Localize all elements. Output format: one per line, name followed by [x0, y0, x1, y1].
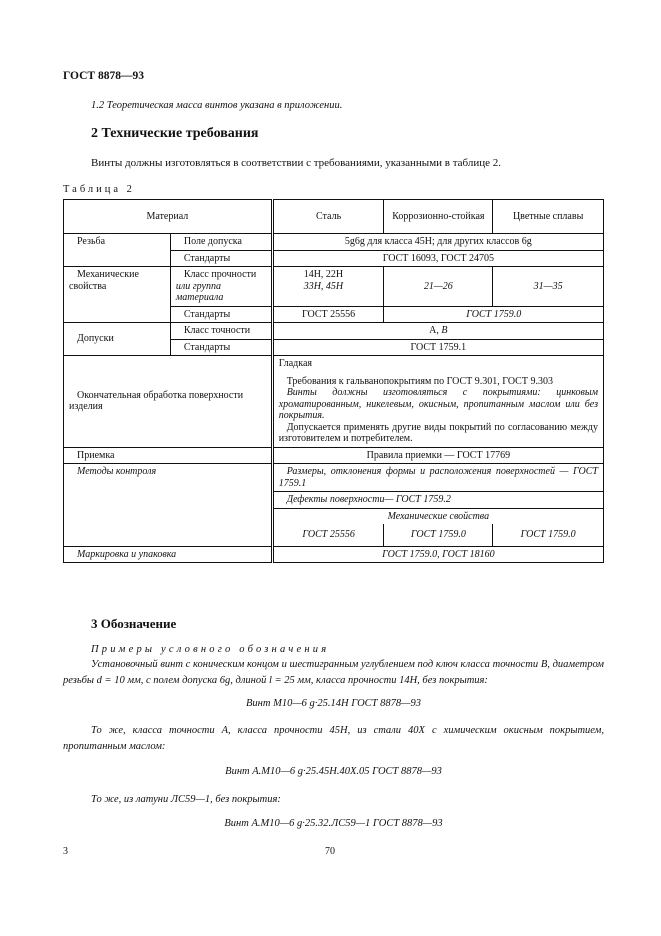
thread-tolerance-value: 5g6g для класса 45Н; для других классов 6g	[272, 234, 603, 251]
mech-standards-label: Стандарты	[170, 306, 272, 323]
finish-line2: Требования к гальванопокрытиям по ГОСТ 9.301, ГОСТ 9.303	[286, 375, 553, 387]
finish-line3: Винты должны изготовляться с покрытиями: цинковым хроматированным, никелевым, окисным, пропитанным маслом или без покрытия.	[278, 387, 598, 421]
row-label-tolerances: Допуски	[64, 323, 171, 356]
control-mech-nonferrous: ГОСТ 1759.0	[493, 524, 604, 546]
control-dims: Размеры, отклонения формы и расположения поверхностей — ГОСТ 1759.1	[272, 464, 603, 492]
finish-line4: Допускается применять другие виды покрытий по согласованию между изготовителем и потребителем.	[278, 421, 598, 444]
document-code: ГОСТ 8878—93	[63, 70, 144, 82]
page-number-center: 70	[325, 846, 335, 857]
mech-steel-line2: 33Н, 45Н	[303, 280, 344, 292]
accuracy-value	[272, 323, 603, 340]
tolerances-standards-value: ГОСТ 1759.1	[272, 339, 603, 356]
mech-steel-classes	[272, 267, 384, 307]
table-row	[64, 546, 604, 563]
example-1-designation: Винт М10—6 g·25.14Н ГОСТ 8878—93	[246, 698, 421, 709]
thread-standards-value: ГОСТ 16093, ГОСТ 24705	[272, 250, 603, 267]
section-2-title: 2 Технические требования	[91, 126, 259, 141]
row-label-finish: Окончательная обработка поверхности изделия	[64, 356, 273, 448]
table-row	[64, 356, 604, 448]
examples-title: Примеры условного обозначения	[91, 644, 330, 655]
thread-standards-label: Стандарты	[170, 250, 272, 267]
col-header-corrosion: Коррозионно-стойкая	[384, 200, 493, 234]
mech-corrosion-value: 21—26	[384, 267, 493, 307]
row-label-mech: Механические свойства	[64, 267, 171, 323]
row-label-acceptance: Приемка	[64, 447, 273, 464]
mech-class-label	[170, 267, 272, 307]
section-3-title: 3 Обозначение	[91, 616, 177, 631]
example-3-text: То же, из латуни ЛС59—1, без покрытия:	[91, 794, 281, 805]
example-1-text: Установочный винт с коническим концом и шестигранным углублением под ключ класса точности В, диаметром резьбы d = 10 мм, с полем допуска 6g, длиной l = 25 мм, класса прочности 14Н, без покрытия:	[63, 659, 604, 686]
tolerances-standards-label: Стандарты	[170, 339, 272, 356]
marking-value: ГОСТ 1759.0, ГОСТ 18160	[272, 546, 603, 563]
example-3-designation: Винт А.М10—6 g·25.32.ЛС59—1 ГОСТ 8878—93	[224, 818, 443, 829]
control-mech-corrosion: ГОСТ 1759.0	[384, 524, 493, 546]
page-number-left: 3	[63, 846, 68, 857]
col-header-nonferrous: Цветные сплавы	[493, 200, 604, 234]
accuracy-value-b: В	[441, 325, 448, 336]
example-2-text: То же, класса точности А, класса прочности 45Н, из стали 40Х с химическим окисным покрытием, пропитанным маслом:	[63, 725, 604, 752]
mech-class-label-a: Класс прочности	[183, 269, 257, 280]
table-row	[64, 447, 604, 464]
table-row	[64, 234, 604, 251]
mech-steel-line1: 14Н, 22Н	[303, 269, 344, 280]
accuracy-label: Класс точности	[170, 323, 272, 340]
finish-value	[272, 356, 603, 448]
requirements-table	[63, 199, 604, 563]
mech-class-label-b: или группа материала	[175, 280, 224, 303]
control-mech-title: Механические свойства	[272, 508, 603, 524]
example-2-designation: Винт А.М10—6 g·25.45Н.40Х.05 ГОСТ 8878—93	[225, 766, 442, 777]
row-label-thread: Резьба	[64, 234, 171, 267]
mech-steel-standard: ГОСТ 25556	[272, 306, 384, 323]
acceptance-value: Правила приемки — ГОСТ 17769	[272, 447, 603, 464]
col-header-material: Материал	[64, 200, 273, 234]
section-2-intro: Винты должны изготовляться в соответствии с требованиями, указанными в таблице 2.	[91, 157, 502, 169]
control-mech-steel: ГОСТ 25556	[272, 524, 384, 546]
thread-tolerance-label: Поле допуска	[170, 234, 272, 251]
table-row	[64, 267, 604, 307]
accuracy-value-a: А,	[429, 325, 439, 336]
row-label-marking: Маркировка и упаковка	[64, 546, 273, 563]
control-defects: Дефекты поверхности— ГОСТ 1759.2	[272, 492, 603, 509]
finish-line1: Гладкая	[278, 358, 312, 369]
col-header-steel: Сталь	[272, 200, 384, 234]
table-row	[64, 323, 604, 340]
table-caption: Таблица 2	[63, 184, 135, 195]
table-header-row	[64, 200, 604, 234]
mech-nonferrous-value: 31—35	[493, 267, 604, 307]
clause-1-2: 1.2 Теоретическая масса винтов указана в приложении.	[91, 100, 343, 111]
table-row	[64, 464, 604, 492]
mech-other-standard: ГОСТ 1759.0	[384, 306, 604, 323]
row-label-control: Методы контроля	[64, 464, 273, 547]
